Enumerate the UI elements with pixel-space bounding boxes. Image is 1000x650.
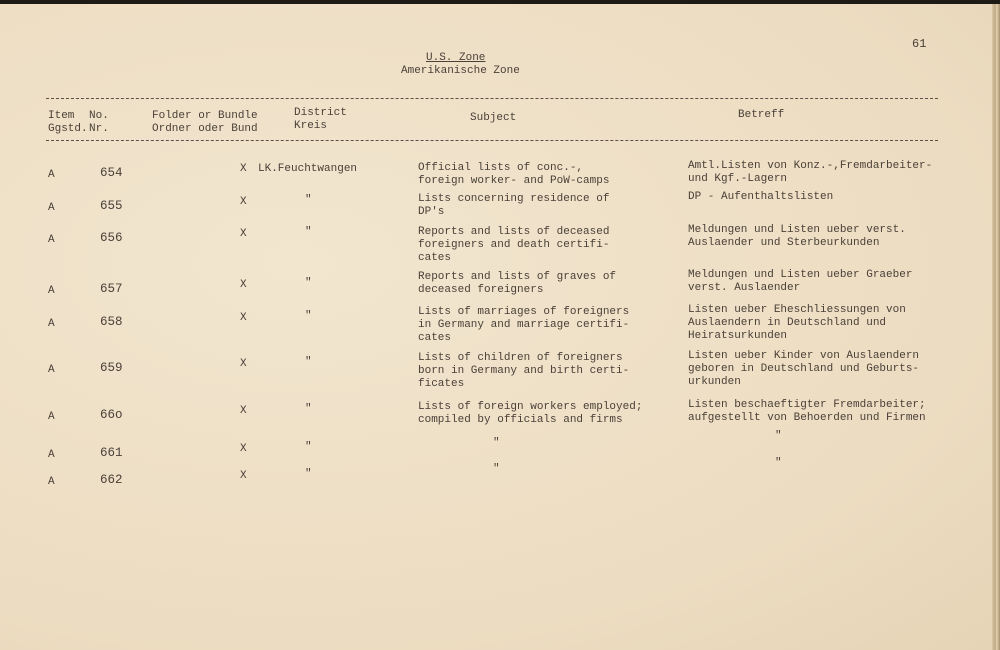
row-folder-mark: X — [240, 228, 247, 240]
row-district: " — [305, 277, 312, 289]
header-title: U.S. Zone — [426, 52, 486, 64]
row-betreff: Amtl.Listen von Konz.-,Fremdarbeiter- und Kgf.-Lagern — [688, 160, 933, 185]
divider — [46, 140, 938, 141]
divider — [46, 98, 938, 99]
row-subject: Lists of children of foreigners born in Germany and birth certi- ficates — [418, 352, 630, 390]
row-betreff: Meldungen und Listen ueber Graeber verst. Auslaender — [688, 269, 913, 294]
row-district: " — [305, 441, 312, 453]
row-folder-mark: X — [240, 405, 247, 417]
row-item: A — [48, 285, 55, 297]
row-betreff: DP - Aufenthaltslisten — [688, 191, 834, 203]
row-subject: " — [493, 437, 500, 449]
row-item: A — [48, 476, 55, 488]
row-number: 657 — [100, 282, 123, 296]
row-betreff: Listen ueber Kinder von Auslaendern geboren in Deutschland und Geburts- urkunden — [688, 350, 920, 388]
row-folder-mark: X — [240, 196, 247, 208]
row-item: A — [48, 169, 55, 181]
col-district-header: District — [294, 107, 347, 119]
row-item: A — [48, 202, 55, 214]
row-subject: " — [493, 463, 500, 475]
row-item: A — [48, 234, 55, 246]
row-item: A — [48, 449, 55, 461]
row-number: 655 — [100, 199, 123, 213]
row-district: LK.Feuchtwangen — [258, 163, 358, 175]
row-betreff: " — [775, 457, 782, 469]
row-district: " — [305, 356, 312, 368]
row-subject: Lists of foreign workers employed; compiled by officials and firms — [418, 401, 643, 426]
row-subject: Reports and lists of deceased foreigners and death certifi- cates — [418, 226, 610, 264]
row-item: A — [48, 411, 55, 423]
row-folder-mark: X — [240, 163, 247, 175]
row-betreff: Meldungen und Listen ueber verst. Auslaender und Sterbeurkunden — [688, 224, 906, 249]
col-no-header: No. — [89, 110, 109, 122]
col-no-header-de: Nr. — [89, 123, 109, 135]
row-number: 662 — [100, 473, 123, 487]
row-number: 656 — [100, 231, 123, 245]
row-subject: Lists of marriages of foreigners in Germany and marriage certifi- cates — [418, 306, 630, 344]
col-folder-header: Folder or Bundle — [152, 110, 258, 122]
col-district-header-de: Kreis — [294, 120, 328, 132]
row-district: " — [305, 194, 312, 206]
row-folder-mark: X — [240, 443, 247, 455]
row-subject: Reports and lists of graves of deceased foreigners — [418, 271, 617, 296]
row-item: A — [48, 318, 55, 330]
row-folder-mark: X — [240, 358, 247, 370]
row-betreff: " — [775, 430, 782, 442]
row-district: " — [305, 226, 312, 238]
row-betreff: Listen ueber Eheschliessungen von Auslaendern in Deutschland und Heiratsurkunden — [688, 304, 906, 342]
row-folder-mark: X — [240, 312, 247, 324]
row-district: " — [305, 468, 312, 480]
col-item-header-de: Ggstd. — [48, 123, 88, 135]
row-folder-mark: X — [240, 470, 247, 482]
row-folder-mark: X — [240, 279, 247, 291]
row-item: A — [48, 364, 55, 376]
col-folder-header-de: Ordner oder Bund — [152, 123, 258, 135]
row-subject: Official lists of conc.-, foreign worker- and PoW-camps — [418, 162, 610, 187]
row-number: 66o — [100, 408, 123, 422]
col-betreff-header: Betreff — [738, 109, 785, 121]
row-betreff: Listen beschaeftigter Fremdarbeiter; aufgestellt von Behoerden und Firmen — [688, 399, 926, 424]
row-number: 658 — [100, 315, 123, 329]
row-number: 661 — [100, 446, 123, 460]
col-item-header: Item — [48, 110, 75, 122]
row-number: 654 — [100, 166, 123, 180]
row-subject: Lists concerning residence of DP's — [418, 193, 610, 218]
page-stack-edge — [992, 4, 1000, 650]
row-number: 659 — [100, 361, 123, 375]
header-subtitle: Amerikanische Zone — [401, 65, 520, 77]
row-district: " — [305, 403, 312, 415]
row-district: " — [305, 310, 312, 322]
col-subject-header: Subject — [470, 112, 517, 124]
page-number: 61 — [912, 37, 927, 51]
